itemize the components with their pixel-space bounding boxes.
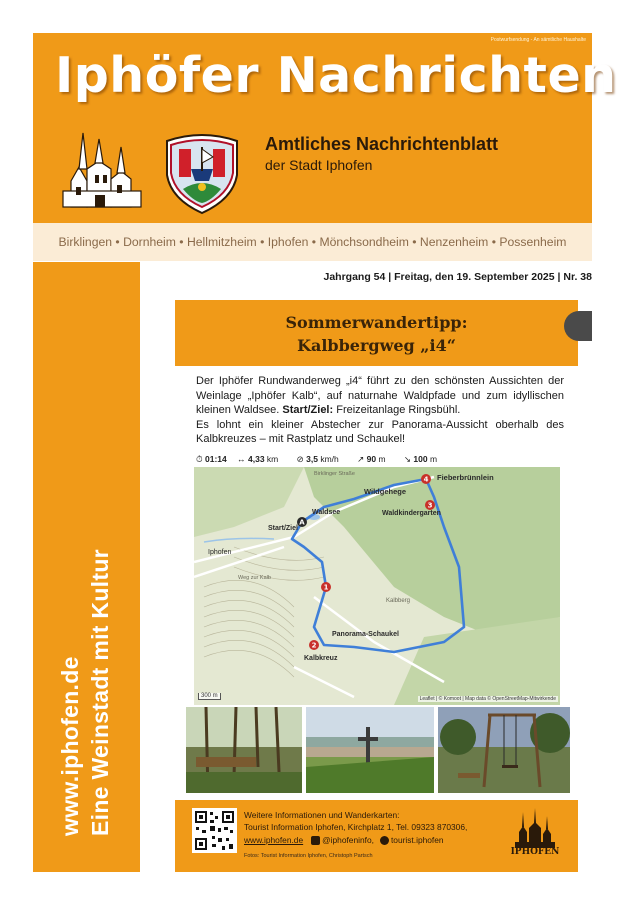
page-tab-marker (564, 311, 592, 341)
svg-text:A: A (299, 518, 305, 527)
article-paragraph-1: Der Iphöfer Rundwanderweg „i4“ führt zu den schönsten Aussichten der Weinlage „Iphöfer Kalb“, auf naturnahe Waldpfade und zum idyllischen kleinen Waldsee. Start/Ziel: Freizeitanlage Ringsbühl. (196, 375, 564, 416)
map-label-road2: Weg zur Kalb (238, 575, 271, 581)
map-label-kalbkreuz: Kalbkreuz (304, 655, 338, 662)
city-crest-icon (161, 127, 243, 217)
qr-code-icon[interactable] (192, 808, 237, 853)
descent-stat: ↘ 100 m (403, 454, 438, 464)
article-title-line1: Sommerwandertipp: (285, 313, 468, 332)
issue-info: Jahrgang 54 | Freitag, den 19. September 2025 | Nr. 38 (323, 271, 592, 283)
svg-text:3: 3 (427, 501, 433, 510)
map-label-panorama: Panorama-Schaukel (332, 631, 399, 638)
facebook-icon[interactable] (380, 836, 389, 845)
subtitle-city: der Stadt Iphofen (265, 157, 373, 173)
svg-text:2: 2 (311, 641, 317, 650)
map-scale: 300 m (198, 693, 221, 700)
sidebar-vertical-text (33, 262, 140, 872)
footer-links (244, 835, 450, 845)
route-stats (196, 454, 564, 465)
sidebar-website: www.iphofen.de (57, 656, 83, 836)
sidebar-bar (33, 262, 140, 872)
start-label: Start/Ziel: (282, 404, 334, 416)
photo-cross-vineyard (306, 707, 434, 793)
photo-forest-bridge (186, 707, 302, 793)
map-label-kalbberg: Kalbberg (386, 598, 411, 604)
footer-address: Tourist Information Iphofen, Kirchplatz 1, Tel. 09323 870306, (244, 822, 468, 832)
map-label-start: Start/Ziel (268, 525, 298, 532)
svg-text:1: 1 (323, 583, 329, 592)
map-label-waldsee: Waldsee (312, 509, 341, 516)
info-footer (175, 800, 578, 872)
map-label-road1: Birklinger Straße (314, 471, 355, 477)
masthead-title: Iphöfer Nachrichten (55, 47, 617, 104)
speed-stat: ⊘ 3,5 km/h (296, 454, 339, 464)
article-banner (175, 300, 578, 366)
map-label-fieberbrunnlein: Fieberbrünnlein (437, 473, 494, 482)
article-title-line2: Kalbbergweg „i4“ (297, 336, 456, 355)
instagram-icon[interactable] (311, 836, 320, 845)
instagram-handle[interactable]: @iphofeninfo, (322, 835, 374, 845)
ascent-stat: ↗ 90 m (357, 454, 386, 464)
article-paragraph-2: Es lohnt ein kleiner Abstecher zur Panorama-Aussicht oberhalb des Kalbkreuzes – mit Rastplatz und Schaukel! (196, 418, 564, 445)
facebook-handle[interactable]: tourist.iphofen (390, 835, 444, 845)
photo-strip (186, 707, 570, 793)
photo-credit: Fotos: Tourist Information Iphofen, Christoph Partsch (244, 853, 373, 859)
map-canvas (194, 467, 560, 705)
svg-text:4: 4 (423, 475, 429, 484)
subtitle-official: Amtliches Nachrichtenblatt (265, 134, 499, 154)
footer-heading: Weitere Informationen und Wanderkarten: (244, 810, 400, 820)
website-link[interactable]: www.iphofen.de (244, 835, 304, 845)
photo-panorama-swing (438, 707, 570, 793)
map-label-wildgehege: Wildgehege (364, 487, 407, 496)
time-stat: ⏱ 01:14 (196, 454, 227, 464)
map-label-waldkindergarten: Waldkindergarten (382, 510, 441, 517)
map-attribution: Leaflet | © Komoot | Map data © OpenStreetMap-Mitwirkende (419, 696, 556, 702)
church-silhouette-icon (59, 129, 143, 211)
route-map[interactable] (194, 467, 560, 705)
distance-stat: ↔ 4,33 km (237, 454, 279, 464)
village-list: Birklingen • Dornheim • Hellmitzheim • Iphofen • Mönchsondheim • Nenzenheim • Possenheim (33, 223, 592, 261)
map-label-iphofen: Iphofen (208, 549, 232, 556)
article-body (196, 374, 564, 447)
header (33, 33, 617, 223)
sidebar-slogan: Eine Weinstadt mit Kultur (87, 549, 113, 836)
iphofen-logo-text: IPHOFEN (510, 847, 560, 857)
postal-note: Postwurfsendung - An sämtliche Haushalte (490, 37, 586, 43)
